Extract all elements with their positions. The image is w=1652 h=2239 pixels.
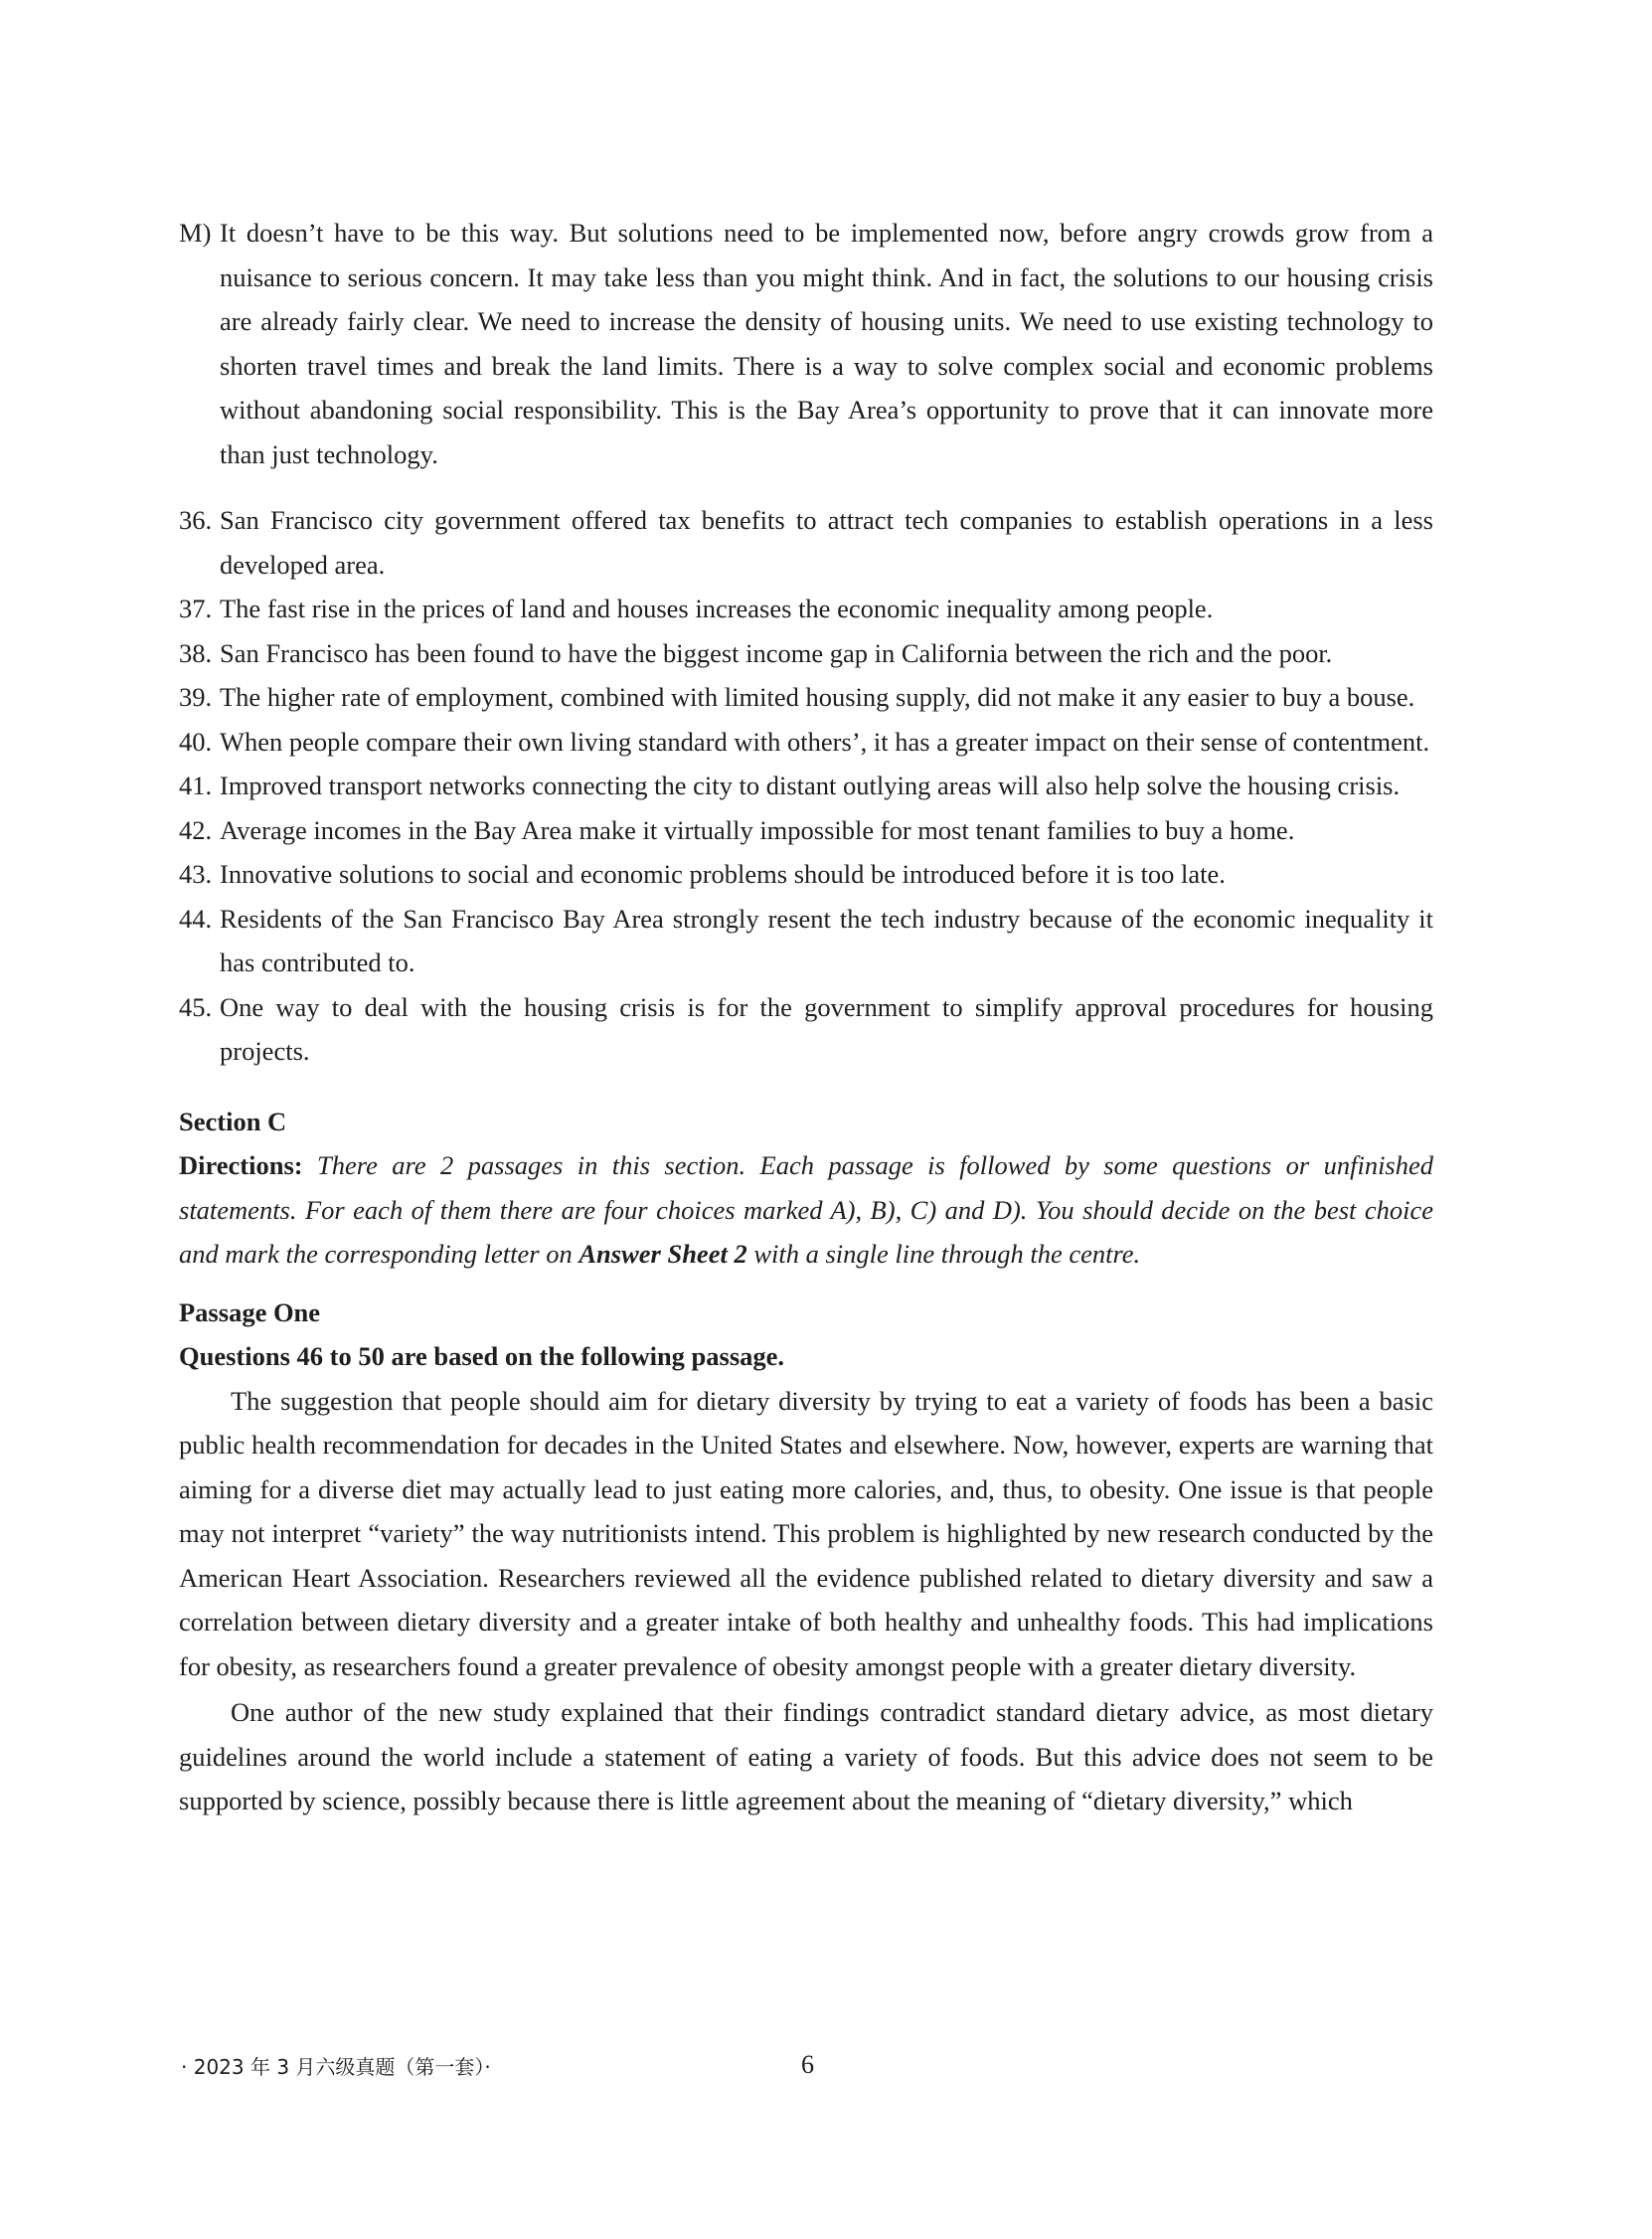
statement-36 bbox=[179, 498, 1433, 587]
answer-sheet-reference: Answer Sheet 2 bbox=[578, 1239, 747, 1269]
statement-text: San Francisco has been found to have the biggest income gap in California between the rich and the poor. bbox=[220, 637, 1333, 668]
section-title: Section C bbox=[179, 1106, 287, 1136]
statement-40 bbox=[179, 720, 1433, 765]
paragraph-m bbox=[179, 211, 1433, 476]
page-number: 6 bbox=[801, 2050, 814, 2079]
statement-number: 45. bbox=[179, 991, 213, 1022]
statement-text: Improved transport networks connecting the city to distant outlying areas will also help solve the housing crisis. bbox=[220, 771, 1401, 800]
statement-44 bbox=[179, 897, 1433, 985]
statement-text: San Francisco city government offered tax benefits to attract tech companies to establish operations in a less developed area. bbox=[220, 505, 1433, 580]
statement-38 bbox=[179, 631, 1433, 676]
statement-42 bbox=[179, 808, 1433, 853]
statement-number: 38. bbox=[179, 637, 213, 668]
paragraph-text: It doesn’t have to be this way. But solutions need to be implemented now, before angry crowds grow from a nuisance to serious concern. It may take less than you might think. And in fact, the solutions to our housing crisis are already fairly clear. We need to increase the density of housing units. We need to use existing technology to shorten travel times and break the land limits. There is a way to solve complex social and economic problems without abandoning social responsibility. This is the Bay Area’s opportunity to prove that it can innovate more than just technology. bbox=[220, 218, 1433, 469]
statement-43 bbox=[179, 852, 1433, 897]
statement-39 bbox=[179, 675, 1433, 720]
paragraph-label: M) bbox=[179, 218, 212, 248]
page-footer bbox=[179, 2045, 1433, 2085]
directions-text-end: with a single line through the centre. bbox=[753, 1239, 1141, 1269]
directions-label: Directions: bbox=[179, 1150, 303, 1180]
passage-paragraph-1: The suggestion that people should aim for dietary diversity by trying to eat a variety of foods has been a basic public health recommendation for decades in the United States and elsewhere. Now, however, experts are warning that aiming for a diverse diet may actually lead to just eating more calories, and, thus, to obesity. One issue is that people may not interpret “variety” the way nutritionists intend. This problem is highlighted by new research conducted by the American Heart Association. Researchers reviewed all the evidence published related to dietary diversity and saw a correlation between dietary diversity and a greater intake of both healthy and unhealthy foods. This had implications for obesity, as researchers found a greater prevalence of obesity amongst people with a greater dietary diversity. bbox=[179, 1385, 1433, 1681]
exam-label: · 2023 年 3 月六级真题（第一套）· bbox=[181, 2055, 491, 2079]
statement-number: 39. bbox=[179, 682, 213, 712]
statement-number: 42. bbox=[179, 814, 213, 845]
statement-text: The fast rise in the prices of land and houses increases the economic inequality among people. bbox=[220, 594, 1214, 623]
statement-text: Average incomes in the Bay Area make it virtually impossible for most tenant families to buy a home. bbox=[220, 814, 1295, 845]
section-directions bbox=[179, 1143, 1433, 1277]
passage-title: Passage One bbox=[179, 1296, 321, 1327]
statement-number: 37. bbox=[179, 594, 213, 623]
statement-text: Innovative solutions to social and economic problems should be introduced before it is too late. bbox=[220, 859, 1226, 889]
directions-text: There are 2 passages in this section. Each passage is followed by some questions or unfinished statements. For each of them there are four choices marked A), B), C) and D). You should decide on the best choice and mark the corresponding letter on bbox=[179, 1150, 1434, 1269]
statement-text: Residents of the San Francisco Bay Area strongly resent the tech industry because of the economic inequality it has contributed to. bbox=[220, 903, 1433, 977]
statement-text: One way to deal with the housing crisis is for the government to simplify approval procedures for housing projects. bbox=[220, 991, 1433, 1066]
statement-number: 40. bbox=[179, 726, 213, 757]
statement-number: 41. bbox=[179, 771, 213, 800]
statement-41 bbox=[179, 764, 1433, 808]
questions-heading: Questions 46 to 50 are based on the following passage. bbox=[179, 1341, 785, 1371]
statement-45 bbox=[179, 985, 1433, 1074]
statement-text: When people compare their own living standard with others’, it has a greater impact on their sense of contentment. bbox=[220, 726, 1430, 757]
statement-number: 44. bbox=[179, 903, 213, 934]
statement-number: 36. bbox=[179, 505, 213, 535]
statement-37 bbox=[179, 587, 1433, 631]
statement-text: The higher rate of employment, combined with limited housing supply, did not make it any easier to buy a bouse. bbox=[220, 682, 1415, 712]
statement-number: 43. bbox=[179, 859, 213, 889]
statement-list bbox=[179, 498, 1433, 1074]
page-content bbox=[179, 211, 1433, 1823]
passage-paragraph-2: One author of the new study explained that their findings contradict standard dietary advice, as most dietary guidelines around the world include a statement of eating a variety of foods. But this advice does not seem to be supported by science, possibly because there is little agreement about the meaning of “dietary diversity,” which bbox=[179, 1697, 1433, 1815]
